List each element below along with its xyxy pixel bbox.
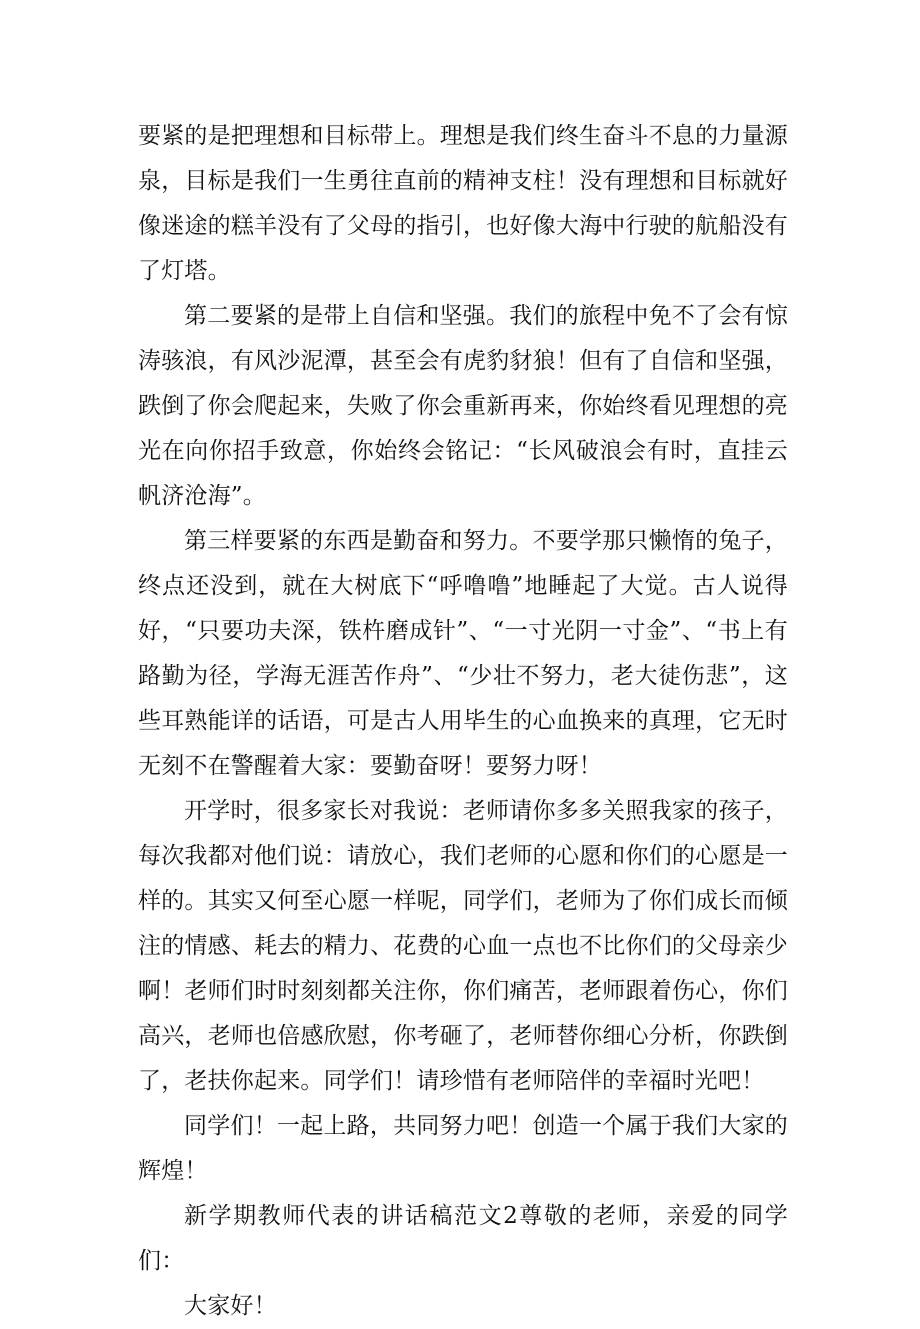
- paragraph-1: [138, 114, 788, 294]
- paragraph-5: [138, 1104, 788, 1194]
- paragraph-4: [138, 789, 788, 1104]
- paragraph-4-text: 开学时，很多家长对我说：老师请你多多关照我家的孩子，每次我都对他们说：请放心，我们老师的心愿和你们的心愿是一样的。其实又何至心愿一样呢，同学们，老师为了你们成长而倾注的情感、耗去的精力、花费的心血一点也不比你们的父母亲少啊！老师们时时刻刻都关注你，你们痛苦，老师跟着伤心，你们高兴，老师也倍感欣慰，你考砸了，老师替你细心分析，你跌倒了，老扶你起来。同学们！请珍惜有老师陪伴的幸福时光吧！: [138, 798, 788, 1094]
- paragraph-1-text: 要紧的是把理想和目标带上。理想是我们终生奋斗不息的力量源泉，目标是我们一生勇往直前的精神支柱！没有理想和目标就好像迷途的糕羊没有了父母的指引，也好像大海中行驶的航船没有了灯塔。: [138, 123, 788, 284]
- paragraph-6: [138, 1194, 788, 1284]
- document-body: [138, 114, 788, 1329]
- paragraph-3: [138, 519, 788, 789]
- paragraph-5-text: 同学们！一起上路，共同努力吧！创造一个属于我们大家的辉煌！: [138, 1113, 788, 1184]
- paragraph-2-text: 第二要紧的是带上自信和坚强。我们的旅程中免不了会有惊涛骇浪，有风沙泥潭，甚至会有虎豹豺狼！但有了自信和坚强，跌倒了你会爬起来，失败了你会重新再来，你始终看见理想的亮光在向你招手致意，你始终会铭记：“长风破浪会有时，直挂云帆济沧海”。: [138, 303, 788, 509]
- paragraph-6-text: 新学期教师代表的讲话稿范文2尊敬的老师，亲爱的同学们：: [138, 1203, 788, 1274]
- paragraph-7-text: 大家好！: [184, 1293, 277, 1319]
- paragraph-2: [138, 294, 788, 519]
- paragraph-7: [138, 1284, 788, 1329]
- paragraph-3-text: 第三样要紧的东西是勤奋和努力。不要学那只懒惰的兔子，终点还没到，就在大树底下“呼噜噜”地睡起了大觉。古人说得好，“只要功夫深，铁杵磨成针”、“一寸光阴一寸金”、“书上有路勤为径，学海无涯苦作舟”、“少壮不努力，老大徒伤悲”，这些耳熟能详的话语，可是古人用毕生的心血换来的真理，它无时无刻不在警醒着大家：要勤奋呀！要努力呀！: [138, 528, 788, 779]
